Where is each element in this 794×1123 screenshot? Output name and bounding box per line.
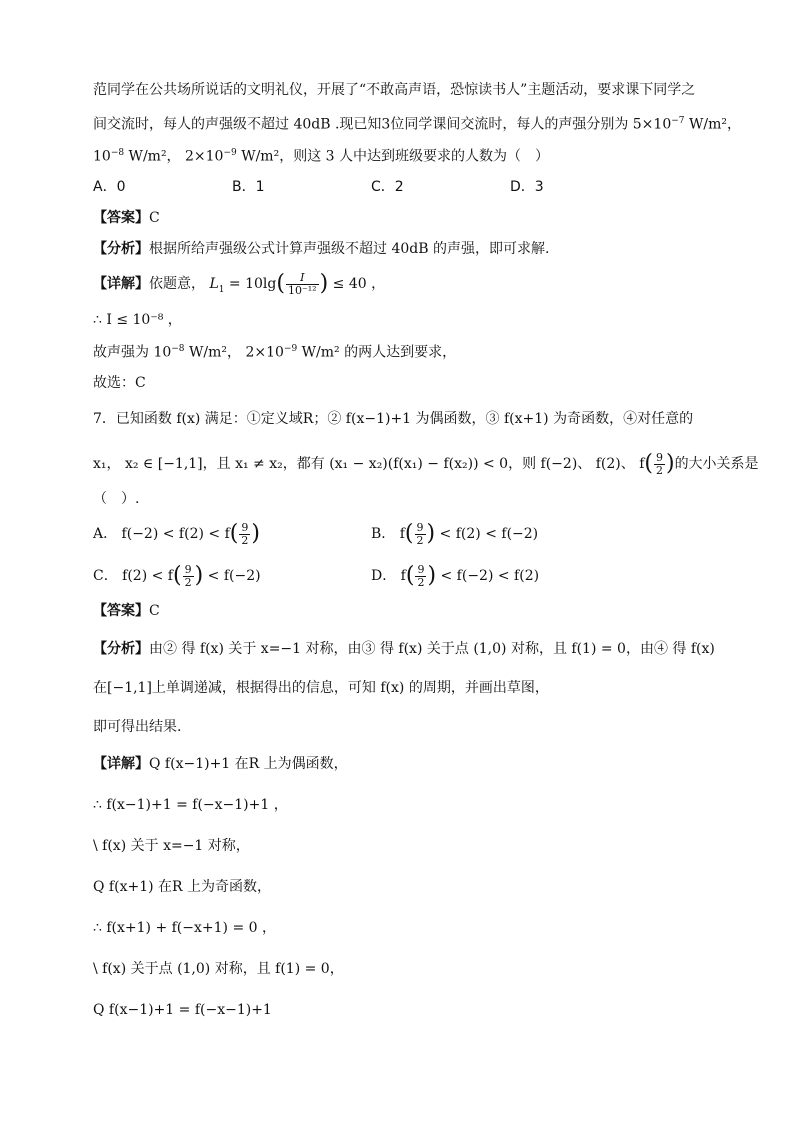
value-text: 故声强为 10: [93, 344, 172, 361]
answer-value: C: [149, 210, 160, 226]
formula-symbol: L: [209, 276, 219, 293]
value-text: 10: [93, 148, 111, 165]
detail-2-line-6: \ f(x) 关于点 (1,0) 对称，且 f(1) = 0，: [93, 961, 344, 977]
analysis-2-line-3: 即可得出结果.: [93, 719, 182, 735]
answer-tag: 【答案】: [93, 603, 149, 619]
right-paren: ): [665, 451, 675, 477]
right-paren: ): [427, 563, 437, 589]
option-b: B．1: [232, 179, 265, 195]
right-paren: ): [194, 563, 204, 589]
detail-tag: 【详解】: [93, 276, 149, 293]
option-d: [371, 564, 539, 588]
exponent: −9: [223, 148, 237, 158]
fraction: [415, 564, 426, 588]
value-text: W/m²， 2×10: [184, 344, 284, 361]
option-d: D．3: [510, 179, 544, 195]
left-paren: (: [173, 563, 182, 589]
option-b: [371, 522, 538, 546]
analysis-text: 根据所给声强级公式计算声强级不超过 40dB 的声强，即可求解.: [149, 241, 550, 257]
analysis-2-line-2: 在[−1,1]上单调递减，根据得出的信息，可知 f(x) 的周期，并画出草图，: [93, 680, 549, 696]
detail-2-line-2: ∴ f(x−1)+1 = f(−x−1)+1 ，: [93, 797, 288, 813]
answer-value: C: [149, 603, 160, 619]
fraction-numerator: 9: [416, 521, 424, 534]
fraction: [183, 564, 194, 588]
detail-1-line-4: 故选：C: [93, 375, 146, 391]
detail-2-line-5: ∴ f(x+1) + f(−x+1) = 0 ，: [93, 920, 276, 936]
fraction-numerator: 9: [241, 521, 249, 534]
detail-2-line-7: Q f(x−1)+1 = f(−x−1)+1: [93, 1002, 272, 1018]
fraction-denominator: 2: [241, 533, 249, 547]
detail-text: Q f(x−1)+1 在R 上为偶函数，: [149, 756, 348, 772]
fraction: [239, 522, 250, 546]
question-6-line-2-text: 间交流时，每人的声强级不超过 40dB .现已知3位同学课间交流时，每人的声强分别为 5×10: [93, 116, 672, 133]
left-paren: (: [405, 563, 415, 589]
question-7-line-1: 7．已知函数 f(x) 满足：①定义域R；② f(x−1)+1 为偶函数，③ f(x+1) 为奇函数，④对任意的: [93, 411, 694, 427]
option-a: A．0: [93, 179, 126, 195]
option-d-text: < f(−2) < f(2): [436, 568, 540, 585]
unit-text: W/m²，: [684, 116, 741, 133]
analysis-2: [93, 642, 715, 656]
fraction-denominator: 2: [416, 533, 424, 547]
detail-text: 依题意，: [149, 276, 205, 293]
exponent: −9: [283, 344, 298, 354]
analysis-tag: 【分析】: [93, 641, 149, 657]
fraction-denominator: 2: [655, 463, 663, 477]
right-paren: ): [319, 271, 329, 297]
question-7-text: 的大小关系是: [674, 456, 759, 473]
answer-tag: 【答案】: [93, 210, 149, 226]
detail-1-line-3: [93, 345, 456, 360]
question-6-line-1: 范同学在公共场所说话的文明礼仪，开展了“不敢高声语，恐惊读书人”主题活动，要求课下同学之: [93, 82, 696, 98]
detail-1: [93, 272, 385, 296]
exponent: −8: [110, 148, 125, 158]
fraction-numerator: 9: [417, 563, 425, 576]
option-d-text: D． f: [371, 568, 406, 585]
answer-1: [93, 211, 160, 225]
exponent: −7: [671, 116, 685, 126]
fraction-denominator: 10⁻¹²: [287, 283, 317, 297]
subscript: 1: [218, 284, 225, 295]
right-paren: ): [251, 521, 260, 547]
right-paren: ): [426, 521, 436, 547]
fraction-numerator: I: [286, 272, 319, 285]
answer-2: [93, 604, 160, 618]
analysis-1: [93, 242, 549, 256]
left-paren: (: [276, 271, 285, 297]
fraction-denominator: 2: [184, 575, 192, 589]
fraction: [286, 272, 319, 296]
detail-text: W/m² 的两人达到要求，: [297, 344, 457, 361]
fraction-numerator: 9: [184, 563, 192, 576]
detail-2-line-4: Q f(x+1) 在R 上为奇函数，: [93, 879, 272, 895]
option-c-text: C． f(2) < f: [93, 568, 173, 585]
fraction: [415, 522, 426, 546]
option-a: [93, 522, 260, 546]
analysis-text: 由② 得 f(x) 关于 x=−1 对称，由③ 得 f(x) 关于点 (1,0) 对称，且 f(1) = 0，由④ 得 f(x): [149, 641, 715, 657]
question-7-line-3: （ ）.: [93, 491, 140, 507]
option-b-text: < f(2) < f(−2): [435, 526, 539, 543]
option-b-text: B． f: [371, 526, 405, 543]
fraction-numerator: 9: [655, 451, 663, 464]
option-c-text: < f(−2): [203, 568, 261, 585]
question-text: W/m²，则这 3 人中达到班级要求的人数为（ ）: [236, 148, 550, 165]
left-paren: (: [229, 521, 239, 547]
question-7-text: x₁， x₂ ∈ [−1,1]，且 x₁ ≠ x₂，都有 (x₁ − x₂)(f(x₁) − f(x₂)) < 0，则 f(−2)、 f(2)、 f: [93, 456, 645, 473]
formula-text: = 10lg: [224, 276, 277, 293]
question-6-line-2: [93, 117, 741, 132]
detail-tag: 【详解】: [93, 756, 149, 772]
question-6-line-3: [93, 149, 549, 164]
fraction-denominator: 2: [417, 575, 425, 589]
question-7-line-2: [93, 452, 759, 476]
analysis-tag: 【分析】: [93, 241, 149, 257]
option-c: [93, 564, 261, 588]
left-paren: (: [644, 451, 653, 477]
option-c: C．2: [371, 179, 404, 195]
detail-2: [93, 757, 348, 771]
fraction: [654, 452, 665, 476]
detail-2-line-3: \ f(x) 关于 x=−1 对称，: [93, 838, 250, 854]
detail-1-line-2: ∴ I ≤ 10⁻⁸ ，: [93, 312, 182, 328]
option-a-text: A． f(−2) < f(2) < f: [93, 526, 230, 543]
value-text: W/m²， 2×10: [124, 148, 224, 165]
left-paren: (: [404, 521, 414, 547]
formula-text: ≤ 40 ，: [328, 276, 386, 293]
exponent: −8: [171, 344, 185, 354]
